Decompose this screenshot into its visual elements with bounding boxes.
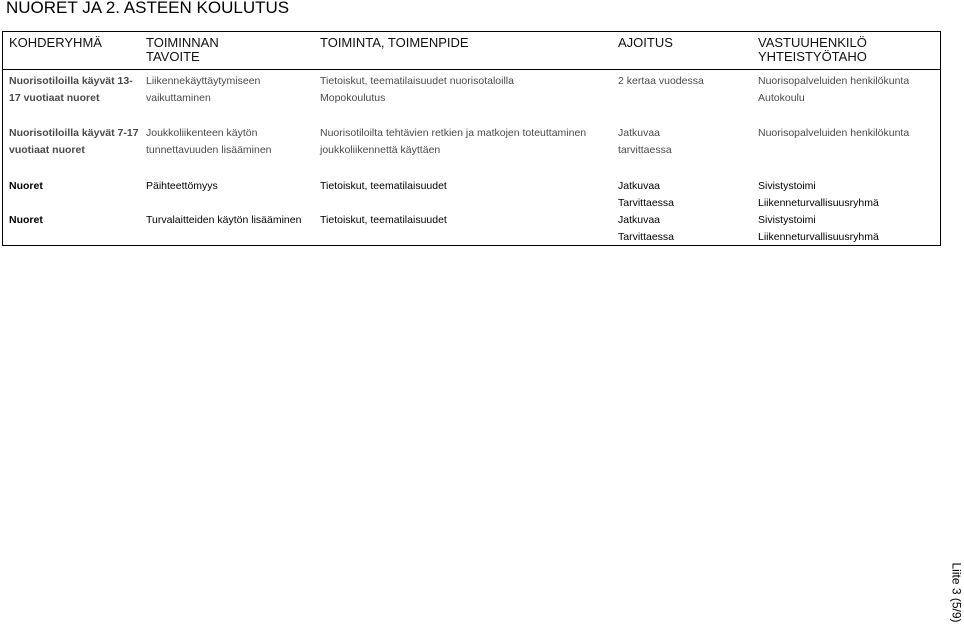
row3-target-group: Nuoret	[9, 180, 43, 192]
row2-timing-line2: tarvittaessa	[618, 144, 672, 156]
row1-timing: 2 kertaa vuodessa	[618, 75, 704, 87]
appendix-label-text: Liite 3 (5/9)	[949, 562, 964, 623]
row2-responsible: Nuorisopalveluiden henkilökunta	[758, 127, 910, 139]
row1-action-line1: Tietoiskut, teematilaisuudet nuorisotaloilla	[320, 75, 514, 87]
header-vastuuhenkilo: VASTUUHENKILÖ	[758, 35, 867, 50]
header-tavoite: TAVOITE	[146, 49, 200, 64]
row4-timing-line1: Jatkuvaa	[618, 214, 661, 226]
header-kohderyhma: KOHDERYHMÄ	[9, 35, 102, 50]
row4-target-group: Nuoret	[9, 214, 43, 226]
row2-action-line2: joukkoliikennettä käyttäen	[320, 144, 441, 156]
row4-responsible-line1: Sivistystoimi	[758, 214, 816, 226]
row3-action: Tietoiskut, teematilaisuudet	[320, 180, 447, 192]
row4-action: Tietoiskut, teematilaisuudet	[320, 214, 447, 226]
page-title: NUORET JA 2. ASTEEN KOULUTUS	[6, 0, 290, 17]
row4-responsible-line2: Liikenneturvallisuusryhmä	[758, 231, 879, 243]
row1-goal-line1: Liikennekäyttäytymiseen	[146, 75, 261, 87]
header-yhteistyotaho: YHTEISTYÖTAHO	[758, 49, 867, 64]
header-toiminnan: TOIMINNAN	[146, 35, 219, 50]
row2-goal-line2: tunnettavuuden lisääminen	[146, 144, 272, 156]
row1-responsible-line1: Nuorisopalveluiden henkilökunta	[758, 75, 910, 87]
row2-goal-line1: Joukkoliikenteen käytön	[146, 127, 258, 139]
row1-target-group-line1: Nuorisotiloilla käyvät 13-	[9, 75, 133, 87]
row2-target-group-line2: vuotiaat nuoret	[9, 144, 85, 156]
row2-action-line1: Nuorisotiloilta tehtävien retkien ja matkojen toteuttaminen	[320, 127, 587, 139]
row3-goal: Päihteettömyys	[146, 180, 218, 192]
row4-timing-line2: Tarvittaessa	[618, 231, 675, 243]
row3-timing-line1: Jatkuvaa	[618, 180, 661, 192]
appendix-label	[947, 562, 964, 624]
row3-timing-line2: Tarvittaessa	[618, 197, 675, 209]
header-toiminta-toimenpide: TOIMINTA, TOIMENPIDE	[320, 35, 469, 50]
row1-action-line2: Mopokoulutus	[320, 92, 386, 104]
row2-target-group-line1: Nuorisotiloilla käyvät 7-17	[9, 127, 139, 139]
row3-responsible-line2: Liikenneturvallisuusryhmä	[758, 197, 879, 209]
row2-timing-line1: Jatkuvaa	[618, 127, 661, 139]
row3-responsible-line1: Sivistystoimi	[758, 180, 816, 192]
header-divider	[2, 69, 941, 70]
row1-responsible-line2: Autokoulu	[758, 92, 805, 104]
row1-target-group-line2: 17 vuotiaat nuoret	[9, 92, 100, 104]
row1-goal-line2: vaikuttaminen	[146, 92, 211, 104]
row4-goal: Turvalaitteiden käytön lisääminen	[146, 214, 302, 226]
header-ajoitus: AJOITUS	[618, 35, 673, 50]
